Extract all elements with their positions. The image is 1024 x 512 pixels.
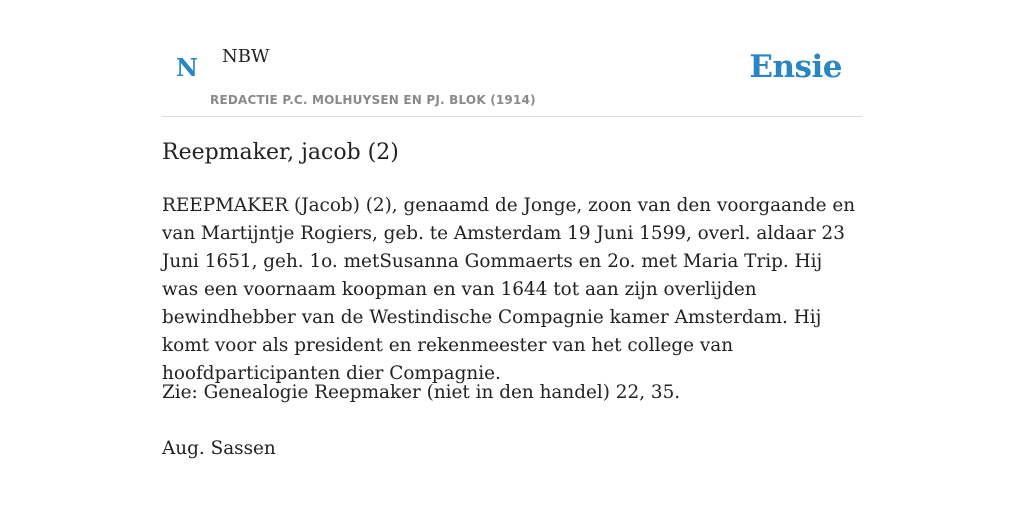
source-title: NBW	[222, 46, 270, 67]
entry-body: REEPMAKER (Jacob) (2), genaamd de Jonge, zoon van den voorgaande en van Martijntje Rogiers, geb. te Amsterdam 19 Juni 1599, overl. aldaar 23 Juni 1651, geh. 1o. metSusanna Gommaerts en 2o. met Maria Trip. Hij was een voornaam koopman en van 1644 tot aan zijn overlijden bewindhebber van de Westindische Compagnie kamer Amsterdam. Hij komt voor als president en rekenmeester van het college van hoofdparticipanten dier Compagnie.	[162, 195, 856, 384]
entry-title: Reepmaker, jacob (2)	[162, 140, 399, 165]
brand-logo-link[interactable]: Ensie	[749, 49, 842, 85]
source-logo-link[interactable]: N	[176, 53, 198, 82]
source-subtitle: REDACTIE P.C. MOLHUYSEN EN PJ. BLOK (1914)	[210, 93, 536, 107]
entry-author: Aug. Sassen	[162, 438, 276, 459]
entry-reference: Zie: Genealogie Reepmaker (niet in den handel) 22, 35.	[162, 382, 681, 403]
source-header	[162, 0, 862, 117]
